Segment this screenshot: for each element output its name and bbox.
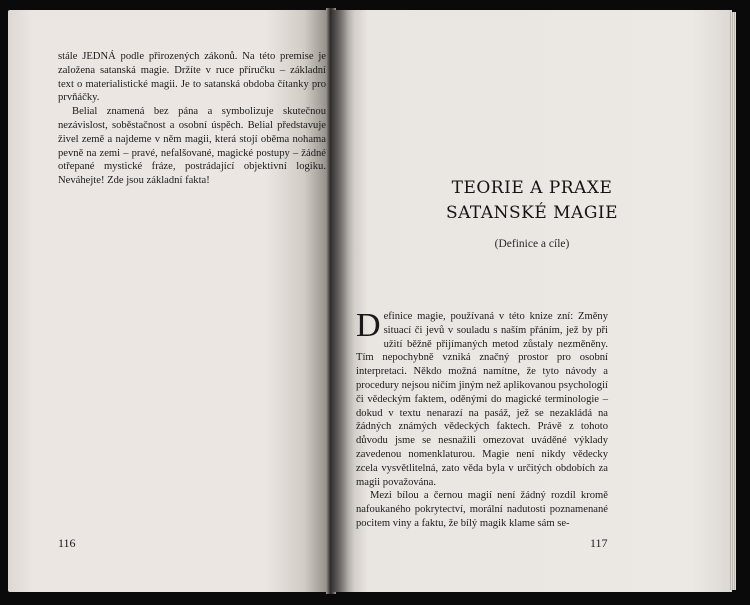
right-paragraph-1-text: efinice magie, používaná v této knize zní: Změny situací či jevů v souladu s naším přáním, jež by při užití běžně přijímaných metod zůstaly nezměněny. Tím nepochybně vzniká značný prostor pro osobní interpretaci. Někdo možná namítne, že tyto návody a procedury nejsou ničím jiným než aplikovanou psychologií či vědeckým faktem, oděnými do magické terminologie – dokud v textu nenarazí na pasáž, jež se nezakládá na žádných známých vědeckých faktech. Právě z tohoto důvodu jsme se nesnažili omezovat uváděné výklady zavedenou nomenklaturou. Magie není nikdy vědecky zcela vysvětlitelná, zato věda byla v určitých obdobích za magii považována. <box>356 311 608 488</box>
chapter-title <box>332 176 732 226</box>
page-edges <box>730 12 736 590</box>
chapter-title-line-1: TEORIE A PRAXE <box>451 178 613 198</box>
right-page-number: 117 <box>590 536 608 550</box>
chapter-subtitle: (Definice a cíle) <box>494 238 570 250</box>
gutter-shadow <box>332 10 354 592</box>
left-paragraph-2: Belial znamená bez pána a symbolizuje skutečnou nezávislost, soběstačnost a osobní úspěch. Belial představuje živel země a najdeme v něm magii, která stojí oběma nohama pevně na zemi – pravé, nefalšované, magické postupy – žádné otřepané mystické fráze, postrádající objektivní logiku. Neváhejte! Zde jsou základní fakta! <box>58 106 326 187</box>
left-page <box>8 10 330 592</box>
right-page-text <box>356 307 608 531</box>
right-paragraph-2: Mezi bílou a černou magií není žádný rozdíl kromě nafoukaného pokrytectví, morální nadutosti poznamenané pocitem viny a faktu, že bílý magik klame sám se- <box>356 490 608 529</box>
left-page-text <box>58 50 326 188</box>
right-page <box>332 10 732 592</box>
right-paragraph-1 <box>356 307 608 489</box>
left-page-number: 116 <box>58 536 76 550</box>
left-paragraph-1: stále JEDNÁ podle přirozených zákonů. Na této premise je založena satanská magie. Držíte v ruce příručku – základní text o materialistické magii. Je to satanská obdoba čítanky pro prvňáčky. <box>58 51 326 104</box>
chapter-title-line-2: SATANSKÉ MAGIE <box>445 203 619 223</box>
drop-cap: D <box>356 307 381 344</box>
